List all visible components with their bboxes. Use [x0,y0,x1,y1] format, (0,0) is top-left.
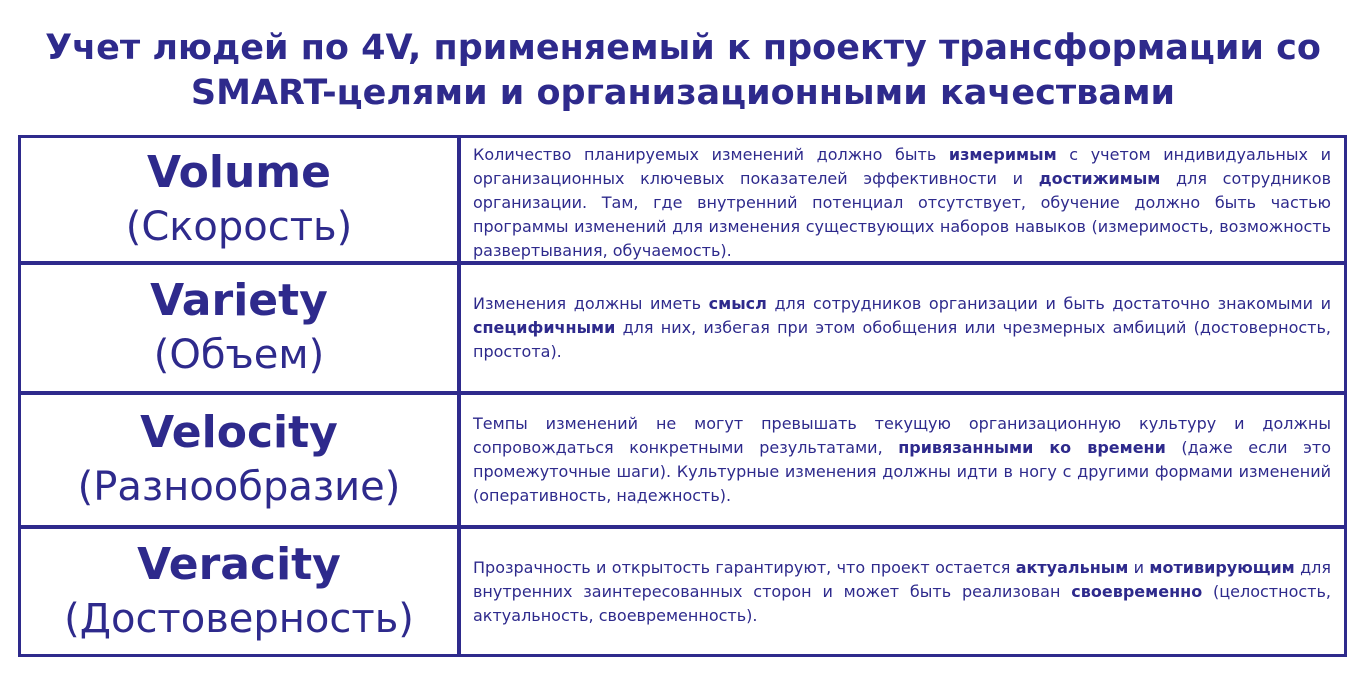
description-emphasis: актуальным [1015,557,1129,577]
description-emphasis: мотивирующим [1149,557,1295,577]
title-line-1: Учет людей по 4V, применяемый к проекту трансформации со [45,28,1321,68]
description-text [473,292,1331,364]
term-english: Volume [147,146,331,198]
table-row-variety [21,265,1344,395]
description-segment: Изменения должны иметь [473,294,709,313]
description-cell [461,265,1344,391]
term-cell [21,265,461,391]
four-v-table [18,135,1347,657]
description-segment: Темпы изменений не могут превышать текущую организационную культуру и должны сопровождаться конкретными результатами, [473,414,1331,457]
description-segment: с учетом индивидуальных и организационных ключевых показателей эффективности и [473,145,1332,188]
table-row-velocity [21,395,1344,529]
description-emphasis: достижимым [1038,169,1161,188]
description-segment: для них, избегая при этом обобщения или чрезмерных амбиций (достоверность, простота). [473,318,1331,361]
description-emphasis: привязанными ко времени [898,438,1166,457]
description-cell [461,138,1344,261]
title-line-2: SMART-целями и организационными качествами [190,73,1176,113]
term-russian: (Объем) [153,332,325,378]
description-segment: Прозрачность и открытость гарантируют, что проект остается [473,557,1016,577]
description-cell [461,395,1344,525]
description-emphasis: специфичными [473,318,616,337]
term-english: Veracity [137,538,341,590]
description-segment: и [1128,557,1150,577]
term-cell [21,395,461,525]
description-emphasis: измеримым [948,145,1057,164]
page-title [0,26,1366,116]
description-emphasis: своевременно [1071,581,1203,601]
term-russian: (Разнообразие) [77,464,401,510]
term-russian: (Скорость) [125,203,353,250]
description-segment: для сотрудников организации. Там, где внутренний потенциал отсутствует, обучение должно быть частью программы изменений для изменения существующих наборов навыков (измеримость, возможность развертывания, обучаемость). [473,169,1331,260]
term-cell [21,138,461,261]
description-text [473,556,1331,628]
description-cell [461,529,1344,654]
description-emphasis: смысл [708,294,767,313]
description-segment: для внутренних заинтересованных сторон и может быть реализован [473,557,1331,601]
table-row-volume [21,138,1344,265]
description-text [473,143,1331,263]
term-english: Variety [150,275,328,326]
term-russian: (Достоверность) [64,595,414,642]
description-segment: для сотрудников организации и быть достаточно знакомыми и [766,294,1331,313]
term-english: Velocity [140,407,338,458]
term-cell [21,529,461,654]
description-segment: (целостность, актуальность, своевременность). [473,581,1332,625]
description-text [473,412,1331,508]
description-segment: Количество планируемых изменений должно быть [473,145,949,164]
description-segment: (даже если это промежуточные шаги). Культурные изменения должны идти в ногу с другими формами изменений (оперативность, надежность). [473,438,1331,505]
table-row-veracity [21,529,1344,654]
